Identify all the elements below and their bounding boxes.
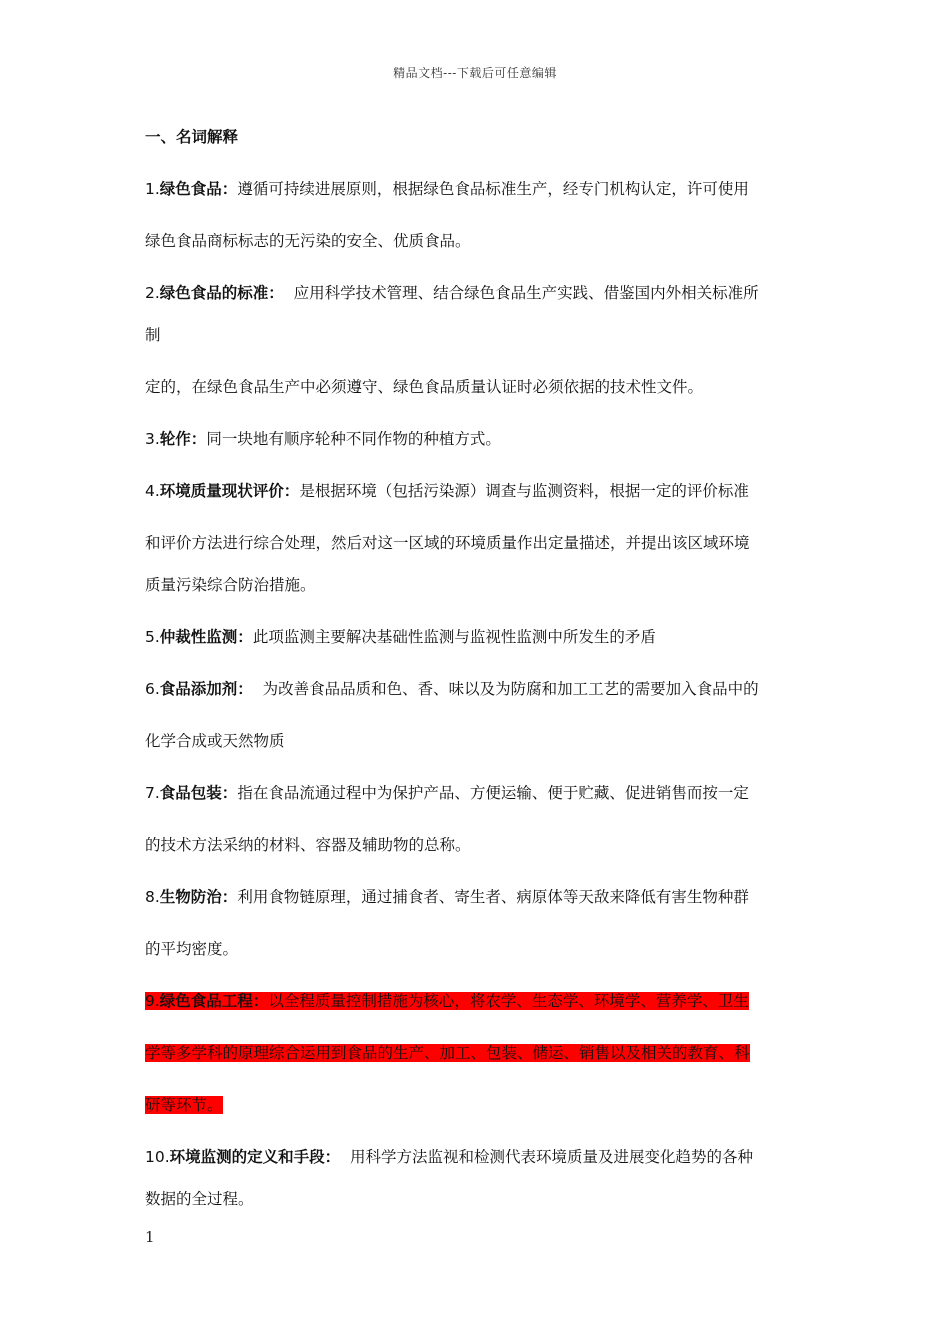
definition-line (145, 278, 810, 308)
definition-text: 利用食物链原理，通过捕食者、寄生者、病原体等天敌来降低有害生物种群 (237, 888, 749, 906)
definition-item (145, 476, 810, 600)
definition-text: 指在食品流通过程中为保护产品、方便运输、便于贮藏、促进销售而按一定 (237, 784, 749, 802)
definition-item (145, 174, 810, 256)
page-number: 1 (145, 1228, 155, 1246)
definition-text: 遵循可持续进展原则，根据绿色食品标准生产，经专门机构认定，许可使用 (237, 180, 749, 198)
item-number: 3. (145, 430, 160, 448)
definition-text: 以全程质量控制措施为核心，将农学、生态学、环境学、营养学、卫生 (268, 992, 749, 1010)
definition-item-highlighted (145, 986, 810, 1120)
section-title: 一、名词解释 (145, 128, 239, 146)
term: 食品添加剂： (159, 680, 253, 698)
definition-line (145, 1038, 810, 1068)
item-number: 8. (145, 888, 160, 906)
definition-item (145, 424, 810, 454)
definition-item (145, 882, 810, 964)
definition-line (145, 622, 810, 652)
definition-item (145, 674, 810, 756)
definition-line (145, 1142, 810, 1172)
definition-line (145, 674, 810, 704)
page-header: 精品文档---下载后可任意编辑 (393, 66, 557, 80)
definition-text: 用科学方法监视和检测代表环境质量及进展变化趋势的各种 (340, 1148, 754, 1166)
definition-text: 为改善食品品质和色、香、味以及为防腐和加工工艺的需要加入食品中的 (252, 680, 759, 698)
term: 环境监测的定义和手段： (169, 1148, 341, 1166)
item-number: 2. (145, 284, 160, 302)
definition-line (145, 986, 810, 1016)
item-number: 6. (145, 680, 160, 698)
item-number: 4. (145, 482, 160, 500)
term: 绿色食品： (159, 180, 238, 198)
definition-text: 是根据环境（包括污染源）调查与监测资料，根据一定的评价标准 (299, 482, 749, 500)
definition-line: 化学合成或天然物质 (145, 732, 285, 750)
definition-text: 同一块地有顺序轮种不同作物的种植方式。 (206, 430, 501, 448)
definition-line: 定的，在绿色食品生产中必须遵守、绿色食品质量认证时必须依据的技术性文件。 (145, 378, 704, 396)
definition-item (145, 1142, 810, 1214)
definition-item (145, 622, 810, 652)
definition-text: 学等多学科的原理综合运用到食品的生产、加工、包装、储运、销售以及相关的教育、科 (145, 1044, 750, 1062)
item-number: 1. (145, 180, 160, 198)
definition-item (145, 278, 810, 402)
definition-line: 和评价方法进行综合处理，然后对这一区域的环境质量作出定量描述，并提出该区域环境 (145, 534, 750, 552)
term: 绿色食品的标准： (159, 284, 284, 302)
definition-line: 质量污染综合防治措施。 (145, 576, 316, 594)
definition-text: 此项监测主要解决基础性监测与监视性监测中所发生的矛盾 (252, 628, 656, 646)
item-number: 7. (145, 784, 160, 802)
term: 仲裁性监测： (159, 628, 253, 646)
definition-line: 的平均密度。 (145, 940, 239, 958)
definition-line (145, 424, 810, 454)
term: 绿色食品工程： (159, 992, 269, 1010)
definition-text: 应用科学技术管理、结合绿色食品生产实践、借鉴国内外相关标准所 (283, 284, 759, 302)
item-number: 5. (145, 628, 160, 646)
definition-line: 数据的全过程。 (145, 1190, 254, 1208)
definition-line (145, 778, 810, 808)
item-number: 10. (145, 1148, 170, 1166)
term: 食品包装： (159, 784, 238, 802)
definition-line: 的技术方法采纳的材料、容器及辅助物的总称。 (145, 836, 471, 854)
definition-text: 研等环节。 (145, 1096, 223, 1114)
term: 生物防治： (159, 888, 238, 906)
definition-line: 制 (145, 326, 161, 344)
definition-line (145, 476, 810, 506)
definition-item (145, 778, 810, 860)
term: 环境质量现状评价： (159, 482, 300, 500)
document-body (145, 122, 810, 1214)
definition-line (145, 174, 810, 204)
definition-line (145, 1090, 810, 1120)
item-number: 9. (145, 992, 160, 1010)
definition-line (145, 882, 810, 912)
definition-line: 绿色食品商标标志的无污染的安全、优质食品。 (145, 232, 471, 250)
term: 轮作： (159, 430, 207, 448)
